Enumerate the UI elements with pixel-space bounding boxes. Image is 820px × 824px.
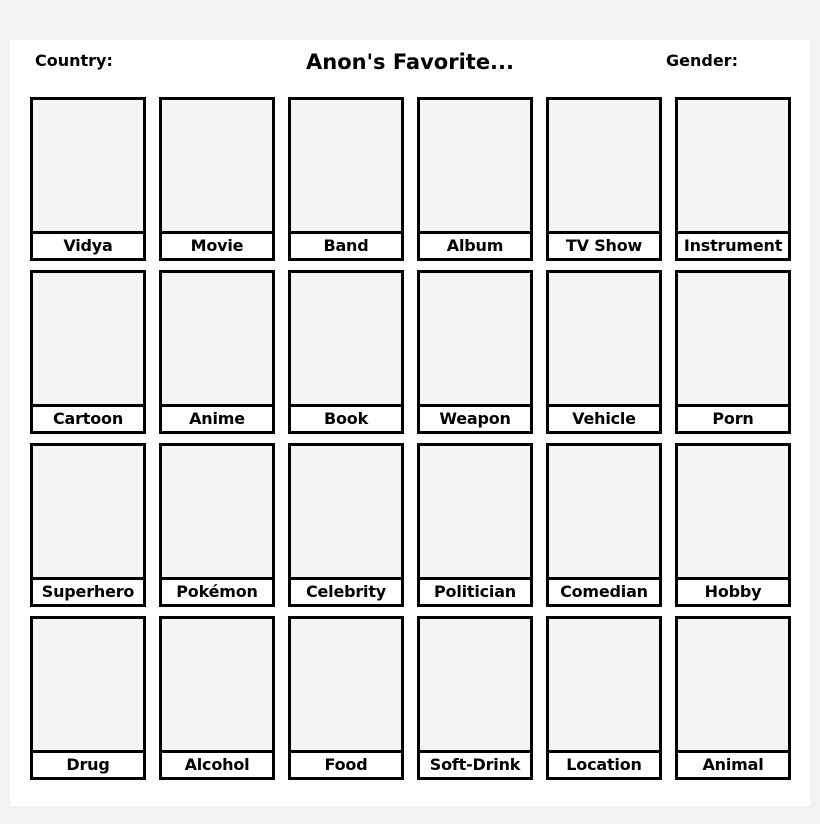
card-label: Pokémon <box>176 582 258 601</box>
picture-slot[interactable] <box>549 446 659 580</box>
card-album[interactable] <box>417 97 533 261</box>
picture-slot[interactable] <box>678 100 788 234</box>
card-vehicle[interactable] <box>546 270 662 434</box>
card-label: Soft-Drink <box>429 755 521 774</box>
picture-slot[interactable] <box>291 446 401 580</box>
card-label: Album <box>446 236 504 255</box>
picture-slot[interactable] <box>162 619 272 753</box>
picture-slot[interactable] <box>549 619 659 753</box>
picture-slot[interactable] <box>291 100 401 234</box>
card-soft-drink[interactable] <box>417 616 533 780</box>
card-label: Weapon <box>439 409 511 428</box>
card-book[interactable] <box>288 270 404 434</box>
card-instrument[interactable] <box>675 97 791 261</box>
card-porn[interactable] <box>675 270 791 434</box>
card-band[interactable] <box>288 97 404 261</box>
card-superhero[interactable] <box>30 443 146 607</box>
gender-label: Gender: <box>666 51 738 70</box>
picture-slot[interactable] <box>420 100 530 234</box>
picture-slot[interactable] <box>33 273 143 407</box>
card-label: Book <box>323 409 369 428</box>
card-location[interactable] <box>546 616 662 780</box>
card-label: Food <box>324 755 368 774</box>
picture-slot[interactable] <box>549 273 659 407</box>
picture-slot[interactable] <box>420 446 530 580</box>
country-label: Country: <box>35 51 113 70</box>
picture-slot[interactable] <box>162 446 272 580</box>
picture-slot[interactable] <box>162 100 272 234</box>
picture-slot[interactable] <box>678 619 788 753</box>
picture-slot[interactable] <box>678 446 788 580</box>
card-label: Drug <box>66 755 110 774</box>
card-vidya[interactable] <box>30 97 146 261</box>
card-label: Instrument <box>683 236 783 255</box>
card-pokemon[interactable] <box>159 443 275 607</box>
card-anime[interactable] <box>159 270 275 434</box>
card-label: Movie <box>190 236 244 255</box>
favorites-grid <box>30 97 791 780</box>
picture-slot[interactable] <box>420 619 530 753</box>
picture-slot[interactable] <box>291 619 401 753</box>
picture-slot[interactable] <box>549 100 659 234</box>
card-label: Cartoon <box>52 409 124 428</box>
card-label: Superhero <box>41 582 135 601</box>
card-alcohol[interactable] <box>159 616 275 780</box>
picture-slot[interactable] <box>33 446 143 580</box>
card-label: Location <box>566 755 642 774</box>
card-drug[interactable] <box>30 616 146 780</box>
picture-slot[interactable] <box>678 273 788 407</box>
card-label: Celebrity <box>305 582 387 601</box>
card-comedian[interactable] <box>546 443 662 607</box>
card-label: Animal <box>702 755 764 774</box>
card-label: Anime <box>189 409 245 428</box>
card-label: Vidya <box>63 236 113 255</box>
template-sheet <box>10 40 810 806</box>
card-label: Alcohol <box>184 755 250 774</box>
card-label: Hobby <box>704 582 762 601</box>
card-weapon[interactable] <box>417 270 533 434</box>
card-tv-show[interactable] <box>546 97 662 261</box>
card-label: Band <box>323 236 369 255</box>
card-label: Vehicle <box>572 409 636 428</box>
card-politician[interactable] <box>417 443 533 607</box>
picture-slot[interactable] <box>420 273 530 407</box>
card-label: Politician <box>434 582 516 601</box>
card-celebrity[interactable] <box>288 443 404 607</box>
card-animal[interactable] <box>675 616 791 780</box>
card-label: Comedian <box>560 582 648 601</box>
card-label: TV Show <box>565 236 643 255</box>
card-hobby[interactable] <box>675 443 791 607</box>
picture-slot[interactable] <box>33 619 143 753</box>
card-food[interactable] <box>288 616 404 780</box>
card-label: Porn <box>712 409 754 428</box>
page-title: Anon's Favorite... <box>306 50 514 74</box>
card-cartoon[interactable] <box>30 270 146 434</box>
picture-slot[interactable] <box>291 273 401 407</box>
picture-slot[interactable] <box>162 273 272 407</box>
picture-slot[interactable] <box>33 100 143 234</box>
card-movie[interactable] <box>159 97 275 261</box>
